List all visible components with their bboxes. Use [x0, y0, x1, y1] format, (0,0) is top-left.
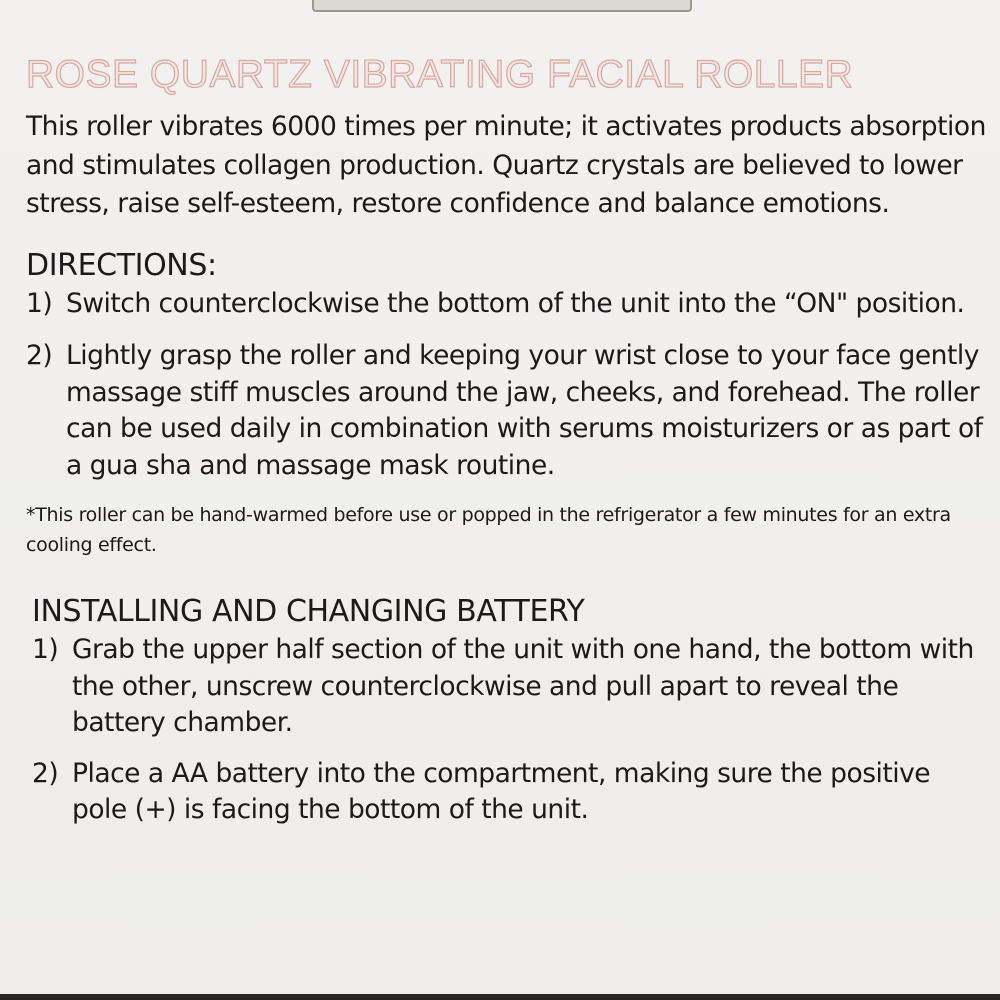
- product-title: ROSE QUARTZ VIBRATING FACIAL ROLLER: [26, 53, 854, 96]
- step-text: Place a AA battery into the compartment, making sure the positive pole (+) is facing the bottom of the unit.: [72, 757, 931, 825]
- battery-list: [26, 632, 992, 829]
- step-text: Switch counterclockwise the bottom of the unit into the “ON" position.: [66, 287, 965, 319]
- step-number: 2): [26, 340, 53, 371]
- direction-step: [26, 338, 992, 484]
- battery-heading: INSTALLING AND CHANGING BATTERY: [32, 594, 585, 629]
- step-number: 2): [32, 757, 59, 789]
- step-text: Lightly grasp the roller and keeping your wrist close to your face gently massage stiff muscles around the jaw, cheeks, and forehead. The roller can be used daily in combination with serums moisturizers or as part of a gua sha and massage mask routine.: [66, 340, 983, 481]
- product-description: This roller vibrates 6000 times per minute; it activates products absorption and stimulates collagen production. Quartz crystals are believed to lower stress, raise self-esteem, restore confidence and balance emotions.: [26, 111, 986, 219]
- directions-list: [26, 286, 992, 485]
- card-bottom-edge: [0, 994, 1000, 1000]
- usage-note: *This roller can be hand-warmed before use or popped in the refrigerator a few minutes for an extra cooling effect.: [26, 504, 951, 556]
- battery-step: [32, 632, 992, 742]
- step-number: 1): [32, 634, 59, 665]
- instruction-card: [26, 52, 992, 829]
- step-text: Grab the upper half section of the unit with one hand, the bottom with the other, unscrew counterclockwise and pull apart to reveal the battery chamber.: [72, 634, 974, 738]
- battery-step: [32, 756, 992, 829]
- directions-heading: DIRECTIONS:: [26, 247, 217, 283]
- package-top-tab: [312, 0, 692, 12]
- step-number: 1): [26, 287, 53, 319]
- direction-step: [26, 286, 992, 323]
